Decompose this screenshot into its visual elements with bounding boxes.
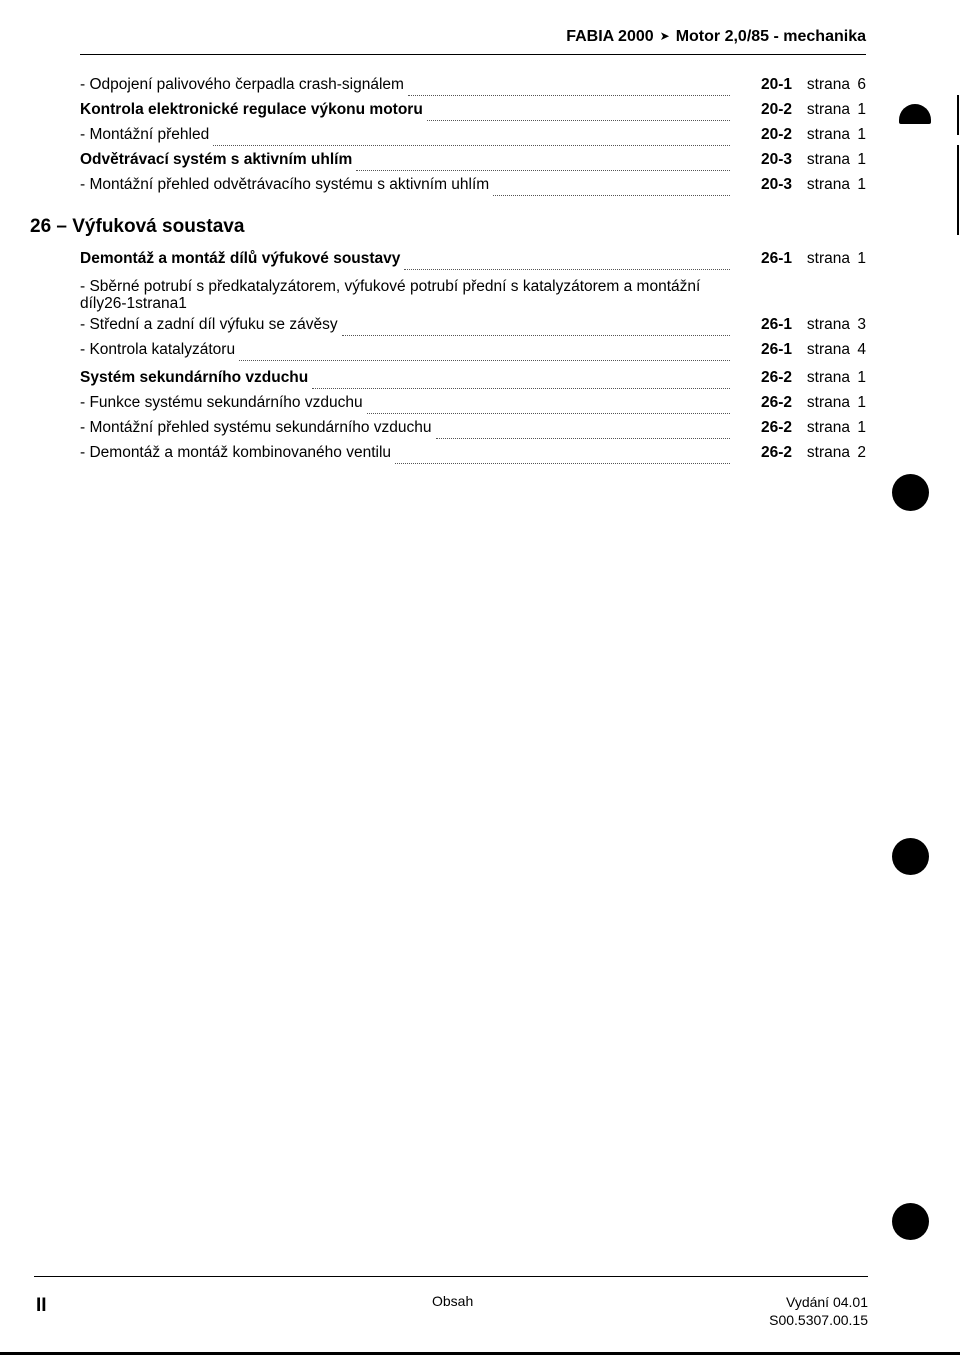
footer-section-name: Obsah bbox=[432, 1293, 474, 1309]
leader-dots bbox=[213, 145, 730, 146]
punch-hole-icon bbox=[892, 474, 929, 511]
leader-dots bbox=[239, 360, 730, 361]
toc-entry-text: - Střední a zadní díl výfuku se závěsy bbox=[80, 316, 338, 333]
toc-page-number: 1 bbox=[857, 419, 866, 436]
leader-dots bbox=[367, 413, 730, 414]
toc-section-number: 26-2 bbox=[760, 419, 792, 436]
toc-page-number: 6 bbox=[857, 76, 866, 93]
toc-strana-label: strana bbox=[806, 369, 850, 386]
toc-entry[interactable] bbox=[80, 419, 866, 444]
toc-section-number: 26-2 bbox=[760, 394, 792, 411]
toc-entry-text: Systém sekundárního vzduchu bbox=[80, 369, 309, 386]
toc-entry-text: - Montážní přehled bbox=[80, 126, 210, 143]
toc-entry-text: - Odpojení palivového čerpadla crash-signálem bbox=[80, 76, 404, 93]
toc-strana-label: strana bbox=[806, 341, 850, 358]
toc-group-26a bbox=[80, 250, 866, 275]
punch-hole-icon bbox=[892, 1203, 929, 1240]
toc-entry[interactable] bbox=[80, 444, 866, 469]
page-header bbox=[80, 28, 866, 55]
toc-section-number: 26-1 bbox=[760, 250, 792, 267]
toc-section-number: 26-2 bbox=[760, 444, 792, 461]
toc-section-number: 20-3 bbox=[760, 151, 792, 168]
toc-section-number: 26-1 bbox=[760, 316, 792, 333]
toc-entry-two-line[interactable] bbox=[80, 278, 866, 316]
toc-entry[interactable] bbox=[80, 176, 866, 201]
toc-page-number: 1 bbox=[178, 295, 187, 312]
toc-page-number: 1 bbox=[857, 126, 866, 143]
toc-page-number: 1 bbox=[857, 101, 866, 118]
toc-strana-label: strana bbox=[806, 394, 850, 411]
table-of-contents bbox=[30, 76, 866, 469]
header-title: FABIA 2000 bbox=[566, 28, 654, 45]
toc-strana-label: strana bbox=[135, 295, 179, 312]
toc-group-20 bbox=[80, 76, 866, 201]
footer-edition: Vydání 04.01 bbox=[786, 1294, 868, 1310]
corner-mark-icon bbox=[899, 104, 931, 124]
toc-entry[interactable] bbox=[80, 341, 866, 366]
leader-dots bbox=[342, 335, 730, 336]
page-roman-number: II bbox=[36, 1295, 47, 1316]
bottom-rule bbox=[0, 1352, 960, 1355]
page-footer bbox=[34, 1276, 868, 1327]
toc-strana-label: strana bbox=[806, 316, 850, 333]
toc-entry-text: - Montážní přehled systému sekundárního vzduchu bbox=[80, 419, 432, 436]
toc-entry-text: Demontáž a montáž dílů výfukové soustavy bbox=[80, 250, 401, 267]
toc-page-number: 3 bbox=[857, 316, 866, 333]
leader-dots bbox=[493, 195, 730, 196]
toc-entry[interactable] bbox=[80, 316, 866, 341]
footer-right bbox=[769, 1293, 868, 1329]
edge-line-icon bbox=[957, 145, 959, 235]
leader-dots bbox=[356, 170, 730, 171]
footer-code: S00.5307.00.15 bbox=[769, 1312, 868, 1328]
toc-section-number: 20-2 bbox=[760, 101, 792, 118]
toc-entry[interactable] bbox=[80, 126, 866, 151]
leader-dots bbox=[436, 438, 730, 439]
toc-entry-text: - Demontáž a montáž kombinovaného ventilu bbox=[80, 444, 392, 461]
toc-entry[interactable] bbox=[80, 369, 866, 394]
toc-strana-label: strana bbox=[806, 126, 850, 143]
toc-page-number: 1 bbox=[857, 394, 866, 411]
toc-page-number: 1 bbox=[857, 369, 866, 386]
toc-entry[interactable] bbox=[80, 250, 866, 275]
toc-section-number: 26-1 bbox=[104, 295, 136, 312]
toc-page-number: 1 bbox=[857, 151, 866, 168]
toc-strana-label: strana bbox=[806, 419, 850, 436]
toc-section-number: 20-2 bbox=[760, 126, 792, 143]
toc-group-26b bbox=[80, 316, 866, 469]
section-title: 26 – Výfuková soustava bbox=[30, 215, 245, 237]
toc-strana-label: strana bbox=[806, 176, 850, 193]
toc-entry-text: - Sběrné potrubí s předkatalyzátorem, výfukové potrubí přední s katalyzátorem a montážní bbox=[80, 278, 701, 295]
leader-dots bbox=[427, 120, 730, 121]
toc-page-number: 1 bbox=[857, 250, 866, 267]
toc-entry-text: Odvětrávací systém s aktivním uhlím bbox=[80, 151, 353, 168]
toc-strana-label: strana bbox=[806, 76, 850, 93]
toc-entry[interactable] bbox=[80, 394, 866, 419]
toc-strana-label: strana bbox=[806, 444, 850, 461]
toc-section-number: 26-1 bbox=[760, 341, 792, 358]
toc-entry[interactable] bbox=[80, 76, 866, 101]
toc-section-number: 26-2 bbox=[760, 369, 792, 386]
toc-section-number: 20-1 bbox=[760, 76, 792, 93]
leader-dots bbox=[404, 269, 730, 270]
toc-strana-label: strana bbox=[806, 250, 850, 267]
leader-dots bbox=[312, 388, 730, 389]
punch-hole-icon bbox=[892, 838, 929, 875]
toc-page-number: 4 bbox=[857, 341, 866, 358]
leader-dots bbox=[408, 95, 730, 96]
toc-page-number: 1 bbox=[857, 176, 866, 193]
header-subtitle: Motor 2,0/85 - mechanika bbox=[675, 28, 866, 45]
arrow-icon: ➤ bbox=[659, 29, 670, 43]
toc-entry-text: díly bbox=[80, 295, 105, 312]
toc-entry-text: Kontrola elektronické regulace výkonu motoru bbox=[80, 101, 423, 118]
toc-page-number: 2 bbox=[857, 444, 866, 461]
toc-section-number: 20-3 bbox=[760, 176, 792, 193]
toc-entry-text: - Montážní přehled odvětrávacího systému s aktivním uhlím bbox=[80, 176, 490, 193]
toc-entry-text: - Funkce systému sekundárního vzduchu bbox=[80, 394, 363, 411]
toc-strana-label: strana bbox=[806, 101, 850, 118]
edge-line-icon bbox=[957, 95, 959, 135]
toc-strana-label: strana bbox=[806, 151, 850, 168]
leader-dots bbox=[395, 463, 730, 464]
toc-entry[interactable] bbox=[80, 101, 866, 126]
toc-entry-text: - Kontrola katalyzátoru bbox=[80, 341, 236, 358]
toc-entry[interactable] bbox=[80, 151, 866, 176]
